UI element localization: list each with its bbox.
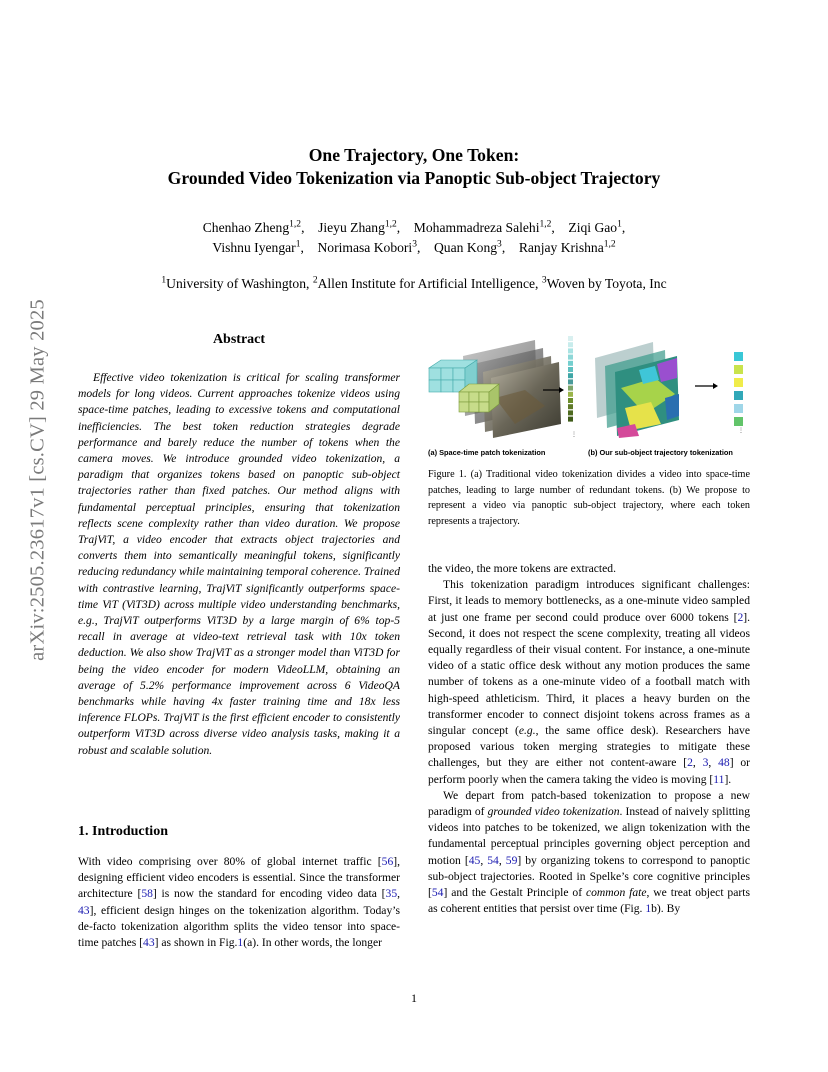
author-name: Ranjay Krishna xyxy=(518,240,604,255)
title-line-2: Grounded Video Tokenization via Panoptic Sub-object Trajectory xyxy=(167,168,661,188)
abstract-heading: Abstract xyxy=(212,332,266,347)
citation-link[interactable]: 48 xyxy=(718,756,730,770)
author-affiliation-mark: 1,2 xyxy=(384,219,397,230)
author-affiliation-mark: 1,2 xyxy=(539,219,552,230)
token-square xyxy=(568,386,573,391)
body-paragraph: We depart from patch-based tokenization to propose a new paradigm of grounded video tokenization. Instead of naively splitting videos into patches to be tokenized, we align tokenization with the fundamental perceptual principles governing object perception and motion [45, 54, 59] by organizing tokens to correspond to panoptic sub-object trajectories. Rooted in Spelke’s core cognitive principles [54] and the Gestalt Principle of common fate, we treat object parts as coherent entities that persist over time (Fig. 1b). By xyxy=(428,788,751,916)
token-square xyxy=(734,378,743,387)
author-name: Vishnu Iyengar xyxy=(212,240,296,255)
trajectory-token-column xyxy=(734,352,743,426)
affiliation-name: Allen Institute for Artificial Intelligence xyxy=(317,276,536,291)
svg-text:⋮: ⋮ xyxy=(738,428,744,434)
author-affiliation-mark: 1,2 xyxy=(603,239,616,250)
title-line-1: One Trajectory, One Token: xyxy=(308,145,520,165)
token-square xyxy=(568,410,573,415)
patch-token-column xyxy=(568,336,573,422)
citation-link[interactable]: 1 xyxy=(237,936,244,950)
citation-link[interactable]: 54 xyxy=(431,886,444,900)
token-square xyxy=(568,417,573,422)
token-square xyxy=(568,392,573,397)
token-square xyxy=(568,355,573,360)
citation-link[interactable]: 43 xyxy=(143,936,155,950)
token-square xyxy=(568,373,573,378)
author-name: Chenhao Zheng xyxy=(202,220,290,235)
author-name: Mohammadreza Salehi xyxy=(413,220,540,235)
body-paragraph: This tokenization paradigm introduces significant challenges: First, it leads to memory bottlenecks, as a one-minute video sampled at just one frame per second could produce over 6000 tokens [2]. Second, it does not respect the scene complexity, treating all videos equally regardless of their visual content. For instance, a one-minute video of a static office desk without any motion produces the same number of tokens as a one-minute video of a football match with high-speed athleticism. Third, it places a heavy burden on the transformer encoder to connect disjoint tokens across frames as a singular concept (e.g., the same office desk). Researchers have proposed various token merging strategies to mitigate these challenges, but they are either not content-aware [2, 3, 48] or perform poorly when the camera taking the video is moving [11]. xyxy=(428,578,751,786)
citation-link[interactable]: 1 xyxy=(645,902,652,916)
authors-line-1: Chenhao Zheng$^{1,2}$, Jieyu Zhang$^{1,2}$, Mohammadreza Salehi$^{1,2}$, Ziqi Gao$^1$, xyxy=(202,219,626,235)
affiliation-mark: 2 xyxy=(312,275,318,286)
token-square xyxy=(568,398,573,403)
citation-link[interactable]: 11 xyxy=(713,772,725,786)
figure-1-illustration xyxy=(425,328,752,460)
token-square xyxy=(734,391,743,400)
citation-link[interactable]: 56 xyxy=(381,855,394,868)
author-name: Ziqi Gao xyxy=(568,220,618,235)
citation-link[interactable]: 59 xyxy=(505,853,518,867)
token-square xyxy=(734,417,743,426)
token-square xyxy=(568,342,573,347)
token-square xyxy=(734,352,743,361)
affiliations: $^1$University of Washington, $^2$Allen Institute for Artificial Intelligence, $^3$Woven by Toyota, Inc xyxy=(161,275,667,291)
figure-1 xyxy=(425,328,752,460)
affiliation-mark: 3 xyxy=(541,275,547,286)
citation-link[interactable]: 35 xyxy=(385,887,398,901)
figure-caption: Figure 1. (a) Traditional video tokenization divides a video into space-time patches, leading to large number of redundant tokens. (b) We propose to represent a video via panoptic sub-object trajectory, where each token represents a trajectory. xyxy=(428,469,750,527)
token-square xyxy=(734,365,743,374)
emphasis-text: common fate xyxy=(585,886,647,900)
authors-line-2: Vishnu Iyengar$^1$, Norimasa Kobori$^3$, Quan Kong$^3$, Ranjay Krishna$^{1,2}$ xyxy=(212,239,616,255)
author-name: Quan Kong xyxy=(433,240,498,255)
token-square xyxy=(568,361,573,366)
citation-link[interactable]: 43 xyxy=(78,903,90,917)
token-square xyxy=(568,367,573,372)
introduction-heading: 1. Introduction xyxy=(78,824,168,839)
token-square xyxy=(568,336,573,341)
citation-link[interactable]: 3 xyxy=(702,756,709,770)
affiliation-name: University of Washington xyxy=(166,276,307,291)
introduction-right-column xyxy=(428,561,750,917)
author-affiliation-mark: 1,2 xyxy=(289,219,302,230)
emphasis-text: grounded video tokenization xyxy=(487,805,620,819)
citation-link[interactable]: 54 xyxy=(487,853,499,867)
citation-link[interactable]: 58 xyxy=(141,887,153,901)
abstract-body: Effective video tokenization is critical for scaling transformer models for long videos. Current approaches tokenize videos using space-time patches, leading to excessive tokens and computational inefficiencies. The best token reduction strategies degrade performance and barely reduce the number of tokens when the camera moves. We introduce grounded video tokenization, a paradigm that organizes tokens based on panoptic sub-object trajectories rather than fixed patches. Our method aligns with fundamental perceptual principles, ensuring that tokenization reflects scene complexity rather than video duration. We propose TrajViT, a video encoder that extracts object trajectories and converts them into semantically meaningful tokens, significantly reducing redundancy while maintaining temporal coherence. Trained with contrastive learning, TrajViT significantly outperforms space-time ViT (ViT3D) across multiple video understanding benchmarks, e.g., TrajViT outperforms ViT3D by a large margin of 6% top-5 recall in average at video-text retrieval task with 10x token deduction. We also show TrajViT as a stronger model than ViT3D for being the video encoder for modern VideoLLM, obtaining an average of 5.2% performance improvement across 6 VideoQA benchmarks while having 4x faster training time and 18x less inference FLOPs. TrajViT is the first efficient encoder to consistently outperform ViT3D across diverse video analysis tasks, making it a robust and scalable solution. xyxy=(78,371,400,757)
affiliation-mark: 1 xyxy=(161,275,167,286)
citation-link[interactable]: 2 xyxy=(687,756,693,770)
paper-title xyxy=(60,144,768,190)
author-affiliation-mark: 3 xyxy=(412,239,417,250)
author-affiliation-mark: 1 xyxy=(617,219,622,230)
author-list xyxy=(80,218,748,258)
svg-text:⋮: ⋮ xyxy=(571,432,577,438)
video-frames-right xyxy=(595,342,679,438)
citation-link[interactable]: 2 xyxy=(737,610,744,624)
figure-label-a: (a) Space-time patch tokenization xyxy=(428,448,546,457)
token-square xyxy=(568,404,573,409)
author-affiliation-mark: 1 xyxy=(295,239,301,250)
emphasis-text: e.g. xyxy=(518,724,536,738)
author-name: Norimasa Kobori xyxy=(317,240,413,255)
citation-link[interactable]: 45 xyxy=(468,853,481,867)
author-name: Jieyu Zhang xyxy=(318,220,385,235)
page-number: 1 xyxy=(411,991,417,1005)
affiliation-name: Woven by Toyota, Inc xyxy=(546,276,667,291)
token-square xyxy=(568,348,573,353)
token-square xyxy=(568,379,573,384)
introduction-paragraph: With video comprising over 80% of global internet traffic [56], designing efficient video encoders is essential. Since the transformer architecture [58] is now the standard for encoding video data [35, 43], efficient design hinges on the tokenization algorithm. Today’s de-facto tokenization algorithm splits the video tensor into space-time patches [43] as shown in Fig.1(a). In other words, the longer xyxy=(78,855,401,950)
arxiv-stamp xyxy=(14,270,62,690)
figure-label-b: (b) Our sub-object trajectory tokenization xyxy=(588,448,733,457)
arxiv-stamp-text: arXiv:2505.23617v1 [cs.CV] 29 May 2025 xyxy=(26,299,49,661)
token-square xyxy=(734,404,743,413)
author-affiliation-mark: 3 xyxy=(497,239,502,250)
body-paragraph: the video, the more tokens are extracted. xyxy=(428,562,616,575)
